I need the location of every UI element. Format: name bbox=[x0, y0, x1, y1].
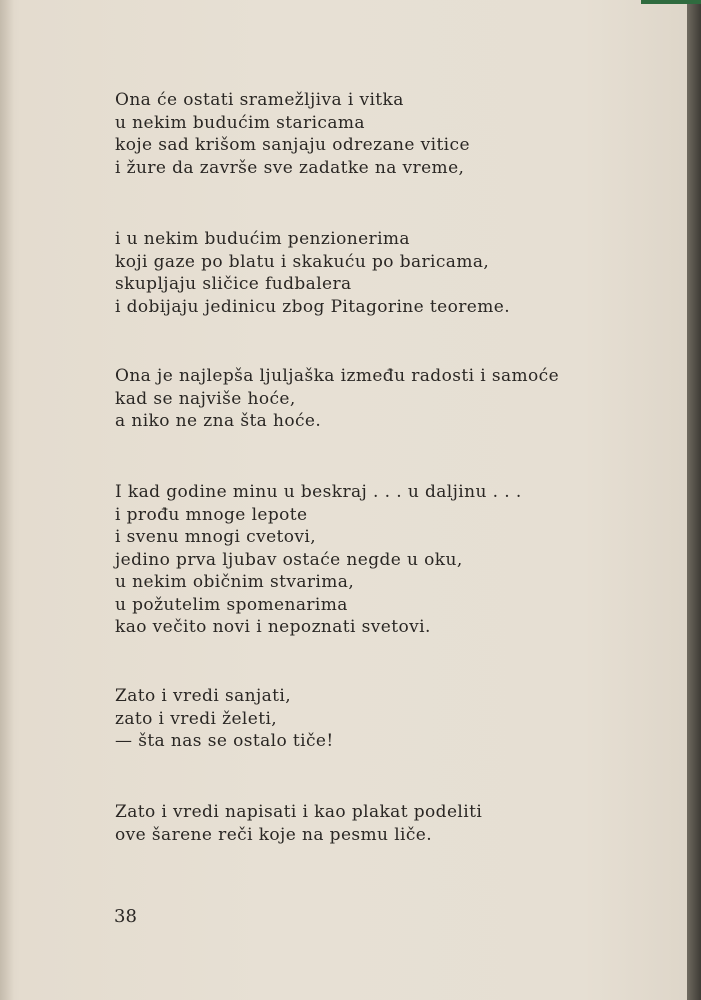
poem-line: Ona će ostati sramežljiva i vitka bbox=[115, 90, 404, 110]
poem-line: u nekim običnim stvarima, bbox=[115, 572, 355, 592]
poem-line: i svenu mnogi cvetovi, bbox=[115, 527, 317, 547]
stanza-1 bbox=[115, 89, 470, 179]
poem-line: Zato i vredi sanjati, bbox=[115, 686, 292, 706]
poem-line: Ona je najlepša ljuljaška između radosti i samoće bbox=[115, 366, 560, 386]
poem-line: i u nekim budućim penzionerima bbox=[115, 229, 410, 249]
stanza-6 bbox=[115, 801, 482, 846]
stanza-4 bbox=[115, 481, 522, 639]
poem-line: Zato i vredi napisati i kao plakat podeliti bbox=[115, 802, 483, 822]
poem-line: — šta nas se ostalo tiče! bbox=[115, 731, 334, 751]
book-edge bbox=[687, 0, 701, 1000]
poem-line: kao večito novi i nepoznati svetovi. bbox=[115, 617, 431, 637]
stanza-2 bbox=[115, 228, 510, 318]
stanza-5 bbox=[115, 685, 334, 753]
poem-line: i prođu mnoge lepote bbox=[115, 504, 308, 525]
poem-line: u požutelim spomenarima bbox=[115, 594, 348, 615]
poem-line: zato i vredi želeti, bbox=[115, 708, 278, 729]
poem-line: I kad godine minu u beskraj . . . u daljinu . . . bbox=[115, 482, 522, 502]
poem-line: u nekim budućim staricama bbox=[115, 112, 365, 133]
poem-line: ove šarene reči koje na pesmu liče. bbox=[115, 824, 433, 845]
poem-line: kad se najviše hoće, bbox=[115, 388, 296, 409]
poem-line: koje sad krišom sanjaju odrezane vitice bbox=[115, 135, 470, 155]
poem-line: i dobijaju jedinicu zbog Pitagorine teoreme. bbox=[115, 296, 511, 317]
poem-line: koji gaze po blatu i skakuću po baricama, bbox=[115, 251, 490, 272]
book-edge-accent bbox=[641, 0, 701, 4]
poem-line: a niko ne zna šta hoće. bbox=[115, 411, 322, 431]
poem-line: jedino prva ljubav ostaće negde u oku, bbox=[115, 549, 463, 570]
page-number: 38 bbox=[114, 906, 137, 927]
poem-line: skupljaju sličice fudbalera bbox=[115, 274, 352, 294]
stanza-3 bbox=[115, 365, 559, 433]
poem-line: i žure da završe sve zadatke na vreme, bbox=[115, 157, 465, 178]
